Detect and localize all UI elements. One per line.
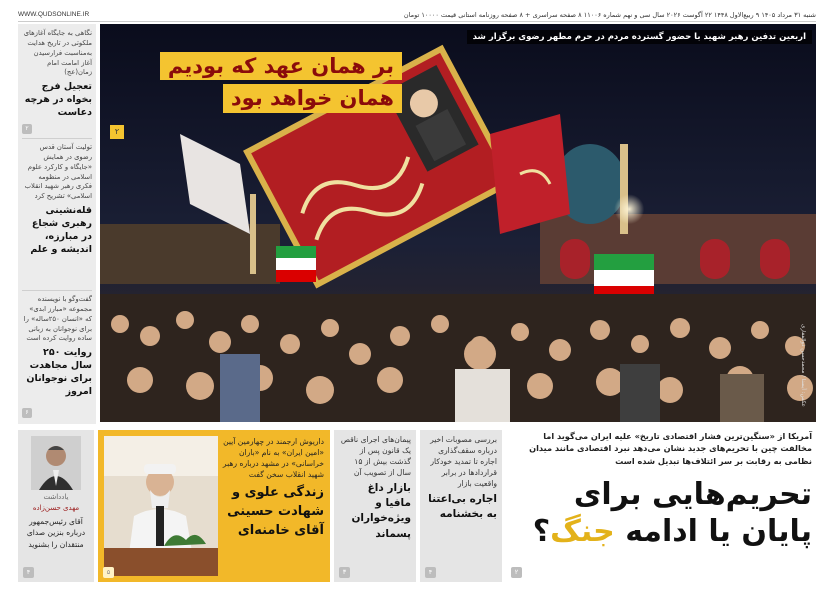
page-number-badge: ۶ xyxy=(22,408,32,418)
left-story-2-title[interactable]: قله‌نشینی رهبری شجاع در مبارزه، اندیشه و علم xyxy=(30,205,92,255)
page-number-badge: ۴ xyxy=(23,567,34,578)
left-story-3-summary: گفت‌وگو با نویسنده مجموعه «مبارز ابدی» که «انسان ۲۵۰ساله» را برای نوجوانان به زبانی ساده روایت کرده است xyxy=(23,295,92,343)
author-avatar xyxy=(31,436,81,490)
story-waste-mafia[interactable] xyxy=(334,430,416,582)
photo-credit: عکس: آیسنا / محمدحسن ذوالفقاری xyxy=(800,324,806,407)
left-story-1-summary: نگاهی به جایگاه آغازهای ملکوتی در تاریخ هدایت به‌مناسبت فرارسیدن آغاز امامت امام زمان(عج) xyxy=(23,29,92,77)
story-title[interactable]: بازار داغ مافیا و ویژه‌خواران پسماند xyxy=(351,482,411,540)
page-number-badge: ۵ xyxy=(103,567,114,578)
left-story-1[interactable] xyxy=(18,26,96,123)
speaker-photo xyxy=(104,436,218,576)
left-story-2[interactable] xyxy=(18,140,96,259)
left-column xyxy=(18,24,96,424)
main-headline-block[interactable] xyxy=(506,430,816,582)
site-url[interactable]: WWW.QUDSONLINE.IR xyxy=(18,11,90,18)
main-lead: آمریکا از «سنگین‌ترین فشار اقتصادی تاریخ» علیه ایران می‌گوید اما مخالفت چین با تحریم‌های جدید نشان می‌دهد نبرد اقتصادی مانند میدان نظامی به رقابت بر سر ائتلاف‌ها تبدیل شده است xyxy=(529,431,812,466)
bottom-stories xyxy=(18,426,816,586)
featured-story-summary: داریوش ارجمند در چهارمین آیین «امین ایران» به نام «باران خراسانی» در مشهد درباره رهبر شهید انقلاب سخن گفت xyxy=(222,437,324,479)
story-summary: بررسی مصوبات اخیر درباره سقف‌گذاری اجاره تا تمدید خودکار قراردادها در برابر واقعیت بازار xyxy=(430,435,497,488)
story-title[interactable]: اجاره بی‌اعتنا به بخشنامه xyxy=(428,493,497,521)
left-story-3[interactable] xyxy=(18,292,96,401)
author-name: مهدی حسن‌زاده xyxy=(32,504,80,512)
photo-caption: اربعین تدفین رهبر شهید با حضور گسترده مردم در حرم مطهر رضوی برگزار شد xyxy=(467,30,812,44)
cover-photo[interactable] xyxy=(100,24,816,422)
divider xyxy=(22,290,92,291)
page-number-badge: ۲ xyxy=(110,125,124,139)
photo-headline-line-1[interactable]: بر همان عهد که بودیم xyxy=(160,52,402,80)
main-headline-part-a: پایان یا ادامه xyxy=(625,513,812,549)
page-number-badge: ۲ xyxy=(511,567,522,578)
photo-headline-line-2[interactable]: همان خواهد بود xyxy=(223,84,402,112)
main-headline-line-2[interactable] xyxy=(510,513,812,551)
opinion-title[interactable]: آقای رئیس‌جمهور درباره بنزین صدای منتقدان را بشنوید xyxy=(26,517,86,549)
opinion-column[interactable] xyxy=(18,430,94,582)
main-headline-line-1[interactable]: تحریم‌هایی برای xyxy=(573,476,812,512)
story-rent[interactable] xyxy=(420,430,502,582)
dateline-text: شنبه ۳۱ مرداد ۱۴۰۵ ۹ ربیع‌الاول ۱۴۴۸ ۲۲ آگوست ۲۰۲۶ سال سی و نهم شماره ۱۱۰۰۶ ۸ صفحه سراسری + ۸ صفحه روزنامه استانی قیمت ۱۰۰۰۰ تومان xyxy=(403,10,816,19)
main-headline-question: ؟ xyxy=(532,513,551,549)
photo-headline[interactable] xyxy=(102,52,402,117)
opinion-label: یادداشت xyxy=(43,493,69,501)
featured-story-yellow[interactable] xyxy=(98,430,330,582)
divider xyxy=(22,138,92,139)
left-story-3-title[interactable]: روایت ۲۵۰ سال مجاهدت برای نوجوانان امروز xyxy=(26,347,92,397)
left-story-1-title[interactable]: تعجیل فرج بخواه در هرچه دعاست xyxy=(24,81,92,118)
page-number-badge: ۴ xyxy=(425,567,436,578)
left-story-2-summary: تولیت آستان قدس رضوی در همایش «جایگاه و کارکرد علوم اسلامی در منظومه فکری رهبر شهید انقلاب اسلامی» تشریح کرد xyxy=(24,143,92,201)
featured-story-text xyxy=(218,436,324,541)
featured-story-title[interactable]: زندگی علوی و شهادت حسینی آقای خامنه‌ای xyxy=(227,485,324,538)
main-headline-accent: جنگ xyxy=(550,513,615,549)
page-number-badge: ۲ xyxy=(22,124,32,134)
dateline-bar xyxy=(18,8,816,22)
page-number-badge: ۳ xyxy=(339,567,350,578)
story-summary: پیمان‌های اجرای ناقص یک قانون پس از گذشت بیش از ۱۵ سال از تصویب آن xyxy=(340,435,411,477)
